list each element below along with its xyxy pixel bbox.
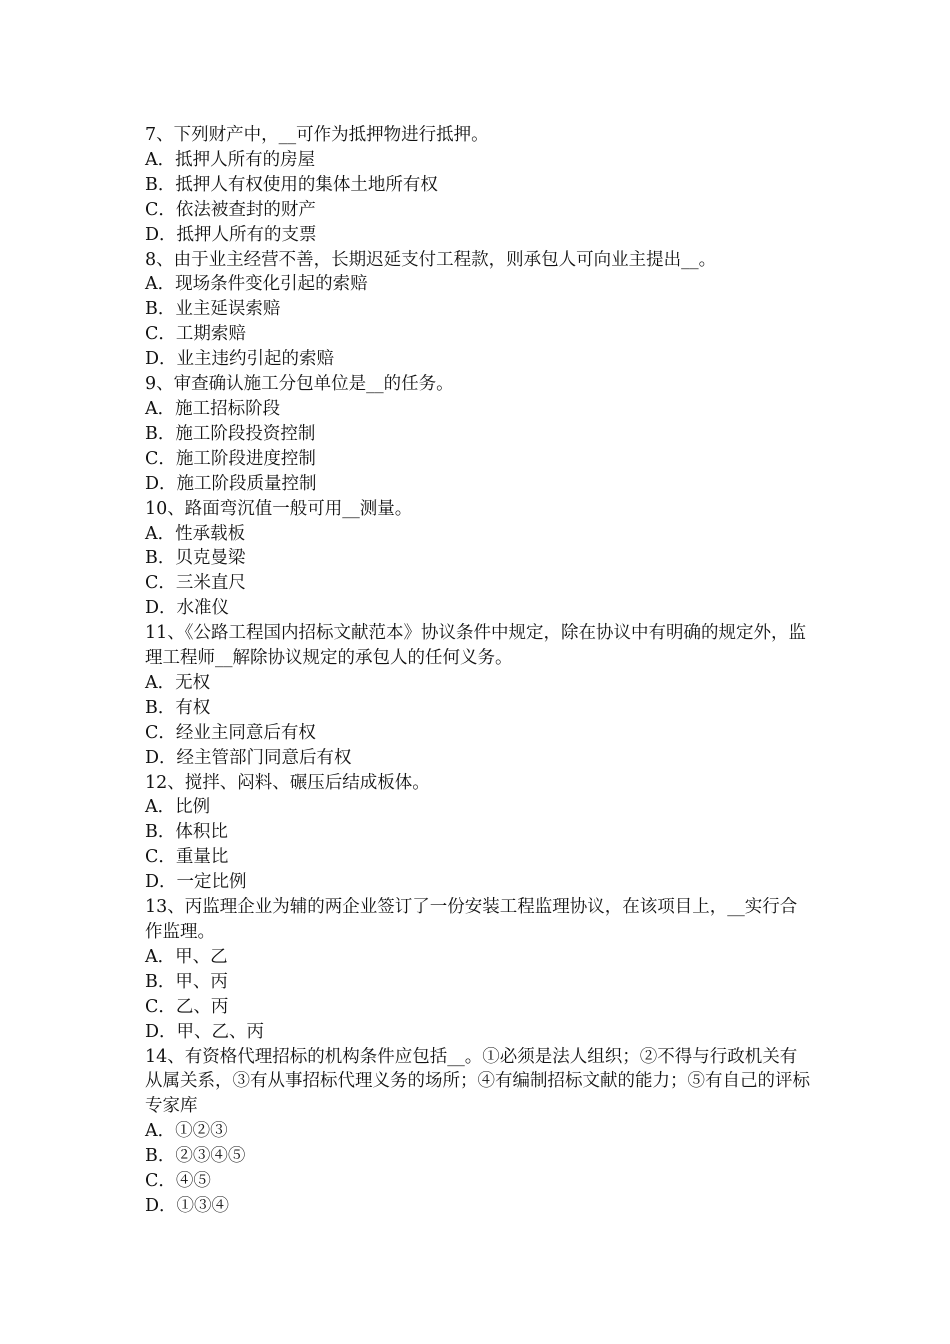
option-d: D．一定比例 — [145, 872, 247, 893]
option-a: A．现场条件变化引起的索赔 — [145, 274, 368, 295]
option-b: B．体积比 — [145, 822, 228, 843]
question-stem: 11、《公路工程国内招标文献范本》协议条件中规定，除在协议中有明确的规定外，监理工程师__解除协议规定的承包人的任何义务。 — [145, 623, 807, 669]
question-stem: 12、搅拌、闷料、碾压后结成板体。 — [145, 772, 430, 793]
option-c: C．三米直尺 — [145, 573, 246, 594]
option-b: B．②③④⑤ — [145, 1146, 246, 1167]
option-c: C．经业主同意后有权 — [145, 722, 316, 743]
option-b: B．施工阶段投资控制 — [145, 423, 316, 444]
option-c: C．④⑤ — [145, 1171, 211, 1192]
option-b: B．抵押人有权使用的集体土地所有权 — [145, 174, 438, 195]
option-d: D．业主违约引起的索赔 — [145, 349, 335, 370]
question-block — [145, 895, 810, 1044]
option-d: D．水准仪 — [145, 598, 230, 619]
question-block — [145, 497, 810, 622]
option-b: B．有权 — [145, 697, 211, 718]
question-stem: 7、下列财产中，__可作为抵押物进行抵押。 — [145, 125, 489, 145]
option-a: A．性承载板 — [145, 523, 246, 544]
option-c: C．重量比 — [145, 847, 229, 868]
question-stem: 9、审查确认施工分包单位是__的任务。 — [145, 374, 454, 395]
option-a: A．无权 — [145, 672, 211, 693]
option-a: A．施工招标阶段 — [145, 398, 281, 419]
option-c: C．工期索赔 — [145, 324, 246, 345]
option-b: B．甲、丙 — [145, 971, 228, 992]
document-body — [145, 123, 810, 1219]
option-a: A．甲、乙 — [145, 946, 228, 967]
question-stem: 13、丙监理企业为辅的两企业签订了一份安装工程监理协议，在该项目上，__实行合作监理。 — [145, 897, 798, 942]
question-block — [145, 771, 810, 896]
question-block — [145, 621, 810, 770]
option-b: B．贝克曼梁 — [145, 548, 246, 569]
option-c: C．施工阶段进度控制 — [145, 448, 316, 469]
option-c: C．依法被查封的财产 — [145, 199, 316, 220]
option-a: A．①②③ — [145, 1121, 228, 1142]
question-stem: 8、由于业主经营不善，长期迟延支付工程款，则承包人可向业主提出__。 — [145, 249, 717, 270]
option-c: C．乙、丙 — [145, 996, 229, 1017]
question-stem: 10、路面弯沉值一般可用__测量。 — [145, 498, 413, 519]
question-block — [145, 123, 810, 248]
option-d: D．经主管部门同意后有权 — [145, 747, 352, 768]
option-d: D．抵押人所有的支票 — [145, 224, 317, 245]
option-d: D．施工阶段质量控制 — [145, 473, 317, 494]
question-block — [145, 248, 810, 373]
option-d: D．①③④ — [145, 1195, 230, 1216]
option-a: A．抵押人所有的房屋 — [145, 149, 316, 170]
option-a: A．比例 — [145, 797, 211, 818]
question-block — [145, 1045, 810, 1219]
option-d: D．甲、乙、丙 — [145, 1021, 265, 1042]
option-b: B．业主延误索赔 — [145, 299, 281, 320]
question-stem: 14、有资格代理招标的机构条件应包括__。①必须是法人组织；②不得与行政机关有从属关系，③有从事招标代理义务的场所；④有编制招标文献的能力；⑤有自己的评标专家库 — [145, 1046, 810, 1117]
question-block — [145, 372, 810, 497]
